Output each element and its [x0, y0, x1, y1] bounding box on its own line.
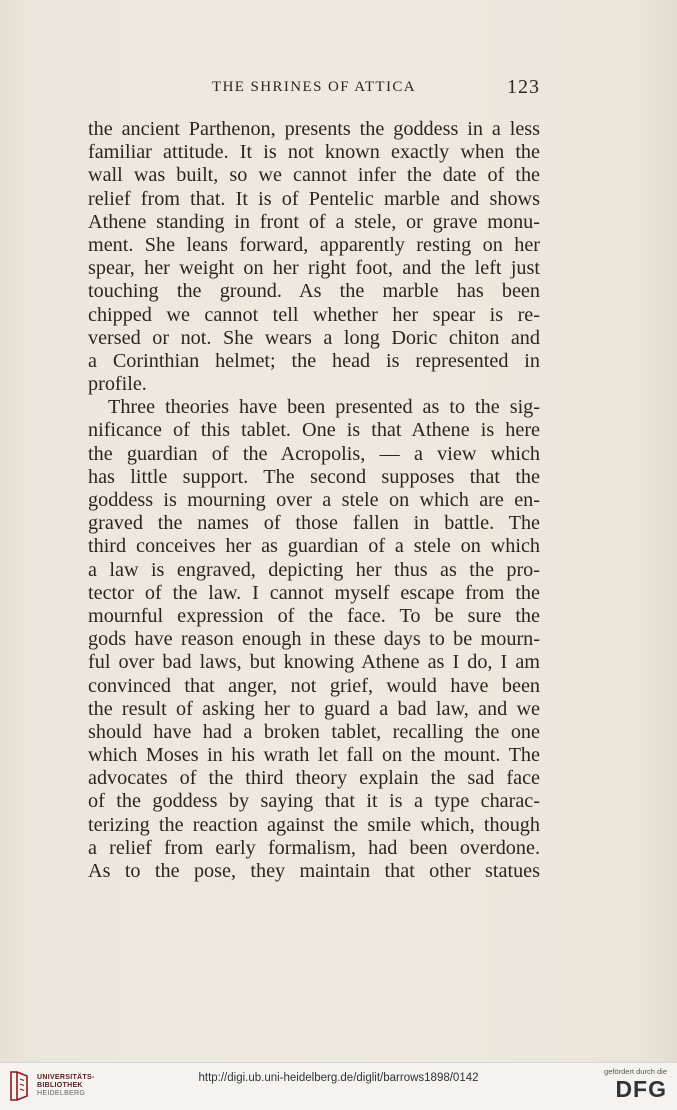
text-line: a relief from early formalism, had been overdone. — [88, 836, 540, 859]
library-name-line: UNIVERSITÄTS- — [37, 1074, 95, 1081]
text-line: third conceives her as guardian of a stele on which — [88, 535, 540, 558]
text-line: Athene standing in front of a stele, or grave monu- — [88, 210, 540, 233]
running-head — [88, 76, 540, 100]
text-line: should have had a broken tablet, recalling the one — [88, 720, 540, 743]
text-line: chipped we cannot tell whether her spear is re- — [88, 303, 540, 326]
dfg-logo: DFG — [615, 1076, 667, 1102]
text-line: which Moses in his wrath let fall on the mount. The — [88, 744, 540, 767]
text-line: Three theories have been presented as to the sig- — [108, 396, 540, 419]
text-line: spear, her weight on her right foot, and the left just — [88, 257, 540, 280]
text-line: profile. — [88, 373, 147, 396]
text-line: gods have reason enough in these days to be mourn- — [88, 628, 540, 651]
digitization-footer — [0, 1062, 677, 1110]
text-line: a Corinthian helmet; the head is represented in — [88, 349, 540, 372]
page-number: 123 — [507, 76, 540, 98]
text-line: a law is engraved, depicting her thus as the pro- — [88, 558, 540, 581]
text-line: the ancient Parthenon, presents the goddess in a less — [88, 118, 540, 140]
source-url-link[interactable]: http://digi.ub.uni-heidelberg.de/diglit/barrows1898/0142 — [198, 1072, 479, 1084]
text-line: versed or not. She wears a long Doric chiton and — [88, 326, 540, 349]
text-line: tector of the law. I cannot myself escape from the — [88, 581, 540, 604]
text-line: ment. She leans forward, apparently resting on her — [88, 233, 540, 256]
text-line: the result of asking her to guard a bad law, and we — [88, 697, 540, 720]
library-name-line: BIBLIOTHEK — [37, 1082, 83, 1089]
library-city: HEIDELBERG — [37, 1090, 86, 1097]
text-line: mournful expression of the face. To be sure the — [88, 604, 540, 627]
funding-note: gefördert durch die — [604, 1067, 667, 1076]
text-line: the guardian of the Acropolis, — a view which — [88, 442, 540, 465]
text-line: wall was built, so we cannot infer the date of the — [88, 164, 540, 187]
text-line: relief from that. It is of Pentelic marble and shows — [88, 187, 540, 210]
body-text — [88, 118, 540, 883]
text-line: has little support. The second supposes that the — [88, 465, 540, 488]
text-line: touching the ground. As the marble has been — [88, 280, 540, 303]
text-line: terizing the reaction against the smile which, though — [88, 813, 540, 836]
text-line: graved the names of those fallen in battle. The — [88, 512, 540, 535]
text-line: ful over bad laws, but knowing Athene as I do, I am — [88, 651, 540, 674]
text-line: nificance of this tablet. One is that Athene is here — [88, 419, 540, 442]
text-line: familiar attitude. It is not known exactly when the — [88, 141, 540, 164]
text-line: convinced that anger, not grief, would have been — [88, 674, 540, 697]
running-title: THE SHRINES OF ATTICA — [212, 79, 416, 95]
text-line: advocates of the third theory explain the sad face — [88, 767, 540, 790]
text-line: As to the pose, they maintain that other statues — [88, 860, 540, 882]
text-line: goddess is mourning over a stele on which are en- — [88, 489, 540, 511]
text-line: of the goddess by saying that it is a type charac- — [88, 790, 540, 813]
funding-notice — [604, 1067, 667, 1102]
